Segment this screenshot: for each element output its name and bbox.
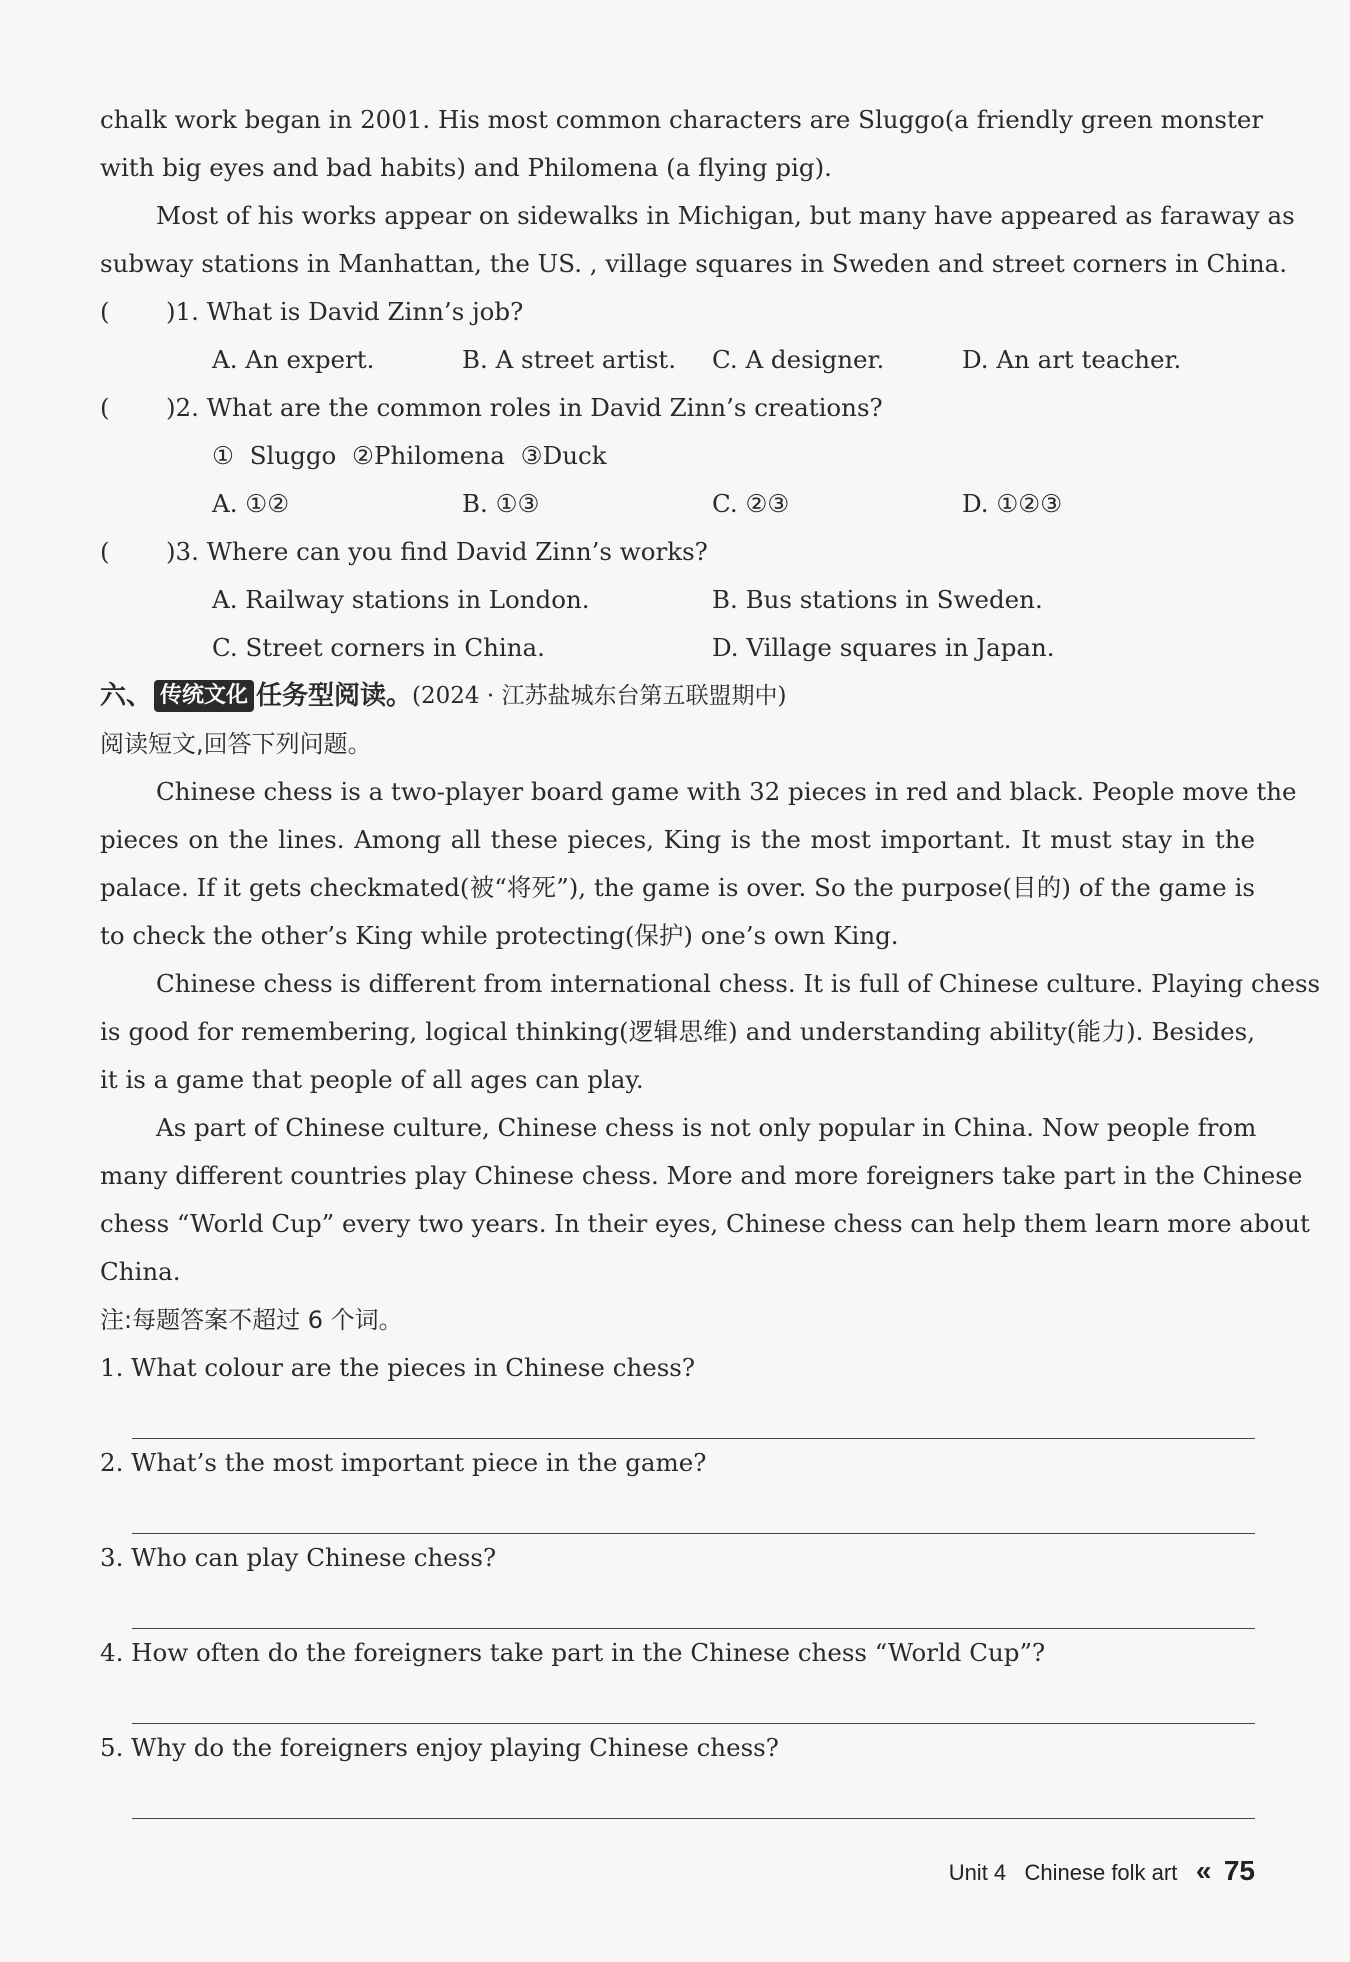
answer-line[interactable] [132, 1582, 1255, 1629]
question-2 [100, 384, 1255, 528]
task-question: 1. What colour are the pieces in Chinese chess? [100, 1353, 695, 1382]
passage-line: pieces on the lines. Among all these pieces, King is the most important. It must stay in the [100, 825, 1255, 854]
question-text: )3. Where can you find David Zinn’s works? [166, 537, 708, 566]
role-list: ① Sluggo ②Philomena ③Duck [212, 441, 607, 470]
question-1 [100, 288, 1255, 384]
option-c: C. ②③ [712, 489, 790, 518]
answer-bracket[interactable]: ( [100, 537, 110, 566]
passage-line: As part of Chinese culture, Chinese chess is not only popular in China. Now people from [156, 1113, 1257, 1142]
option-b: B. Bus stations in Sweden. [712, 585, 1043, 614]
section-source: (2024 · 江苏盐城东台第五联盟期中) [412, 683, 787, 709]
category-badge: 传统文化 [154, 680, 254, 712]
answer-line[interactable] [132, 1487, 1255, 1534]
answer-line[interactable] [132, 1392, 1255, 1439]
passage-line: to check the other’s King while protecting(保护) one’s own King. [100, 921, 899, 950]
option-c: C. A designer. [712, 345, 885, 374]
chevron-left-icon: « [1195, 1855, 1212, 1886]
passage-line: Chinese chess is different from international chess. It is full of Chinese culture. Playing chess [156, 969, 1321, 998]
task-1 [100, 1344, 1255, 1439]
passage-line: many different countries play Chinese chess. More and more foreigners take part in the Chinese [100, 1161, 1303, 1190]
section-title: 任务型阅读。 [256, 681, 413, 711]
task-question: 3. Who can play Chinese chess? [100, 1543, 497, 1572]
passage-a [100, 96, 1295, 288]
question-text: )2. What are the common roles in David Zinn’s creations? [166, 393, 883, 422]
passage-line: Most of his works appear on sidewalks in Michigan, but many have appeared as faraway as [156, 201, 1295, 230]
section-number: 六、 [100, 681, 153, 711]
option-b: B. ①③ [462, 489, 540, 518]
passage-line: Chinese chess is a two-player board game with 32 pieces in red and black. People move the [156, 777, 1297, 806]
unit-label: Unit 4 Chinese folk art [948, 1860, 1178, 1885]
passage-line: it is a game that people of all ages can play. [100, 1065, 644, 1094]
page-footer [0, 1855, 1255, 1887]
passage-b [100, 768, 1321, 1296]
answer-bracket[interactable]: ( [100, 297, 110, 326]
section-instruction: 阅读短文,回答下列问题。 [100, 730, 372, 758]
section-heading [100, 672, 1255, 720]
option-b: B. A street artist. [462, 345, 677, 374]
question-text: )1. What is David Zinn’s job? [166, 297, 524, 326]
task-3 [100, 1534, 1255, 1629]
option-a: A. Railway stations in London. [212, 585, 590, 614]
answer-line[interactable] [132, 1772, 1255, 1819]
worksheet-page [100, 96, 1321, 1819]
passage-line: subway stations in Manhattan, the US. , village squares in Sweden and street corners in China. [100, 249, 1288, 278]
passage-line: chess “World Cup” every two years. In their eyes, Chinese chess can help them learn more about [100, 1209, 1310, 1238]
answer-note: 注:每题答案不超过 6 个词。 [100, 1306, 403, 1334]
passage-line: China. [100, 1257, 181, 1286]
page-number: 75 [1223, 1855, 1255, 1886]
task-2 [100, 1439, 1255, 1534]
option-a: A. ①② [212, 489, 290, 518]
task-4 [100, 1629, 1255, 1724]
passage-line: chalk work began in 2001. His most common characters are Sluggo(a friendly green monster [100, 105, 1264, 134]
question-3 [100, 528, 1255, 672]
option-d: D. Village squares in Japan. [712, 633, 1055, 662]
answer-line[interactable] [132, 1677, 1255, 1724]
passage-line: with big eyes and bad habits) and Philomena (a flying pig). [100, 153, 832, 182]
task-question: 4. How often do the foreigners take part in the Chinese chess “World Cup”? [100, 1638, 1046, 1667]
passage-line: is good for remembering, logical thinking(逻辑思维) and understanding ability(能力). Besides, [100, 1017, 1255, 1046]
option-a: A. An expert. [212, 345, 375, 374]
task-question: 2. What’s the most important piece in the game? [100, 1448, 707, 1477]
passage-line: palace. If it gets checkmated(被“将死”), the game is over. So the purpose(目的) of the game is [100, 873, 1255, 902]
task-5 [100, 1724, 1255, 1819]
option-d: D. An art teacher. [962, 345, 1182, 374]
option-c: C. Street corners in China. [212, 633, 545, 662]
answer-bracket[interactable]: ( [100, 393, 110, 422]
task-question: 5. Why do the foreigners enjoy playing Chinese chess? [100, 1733, 779, 1762]
option-d: D. ①②③ [962, 489, 1063, 518]
